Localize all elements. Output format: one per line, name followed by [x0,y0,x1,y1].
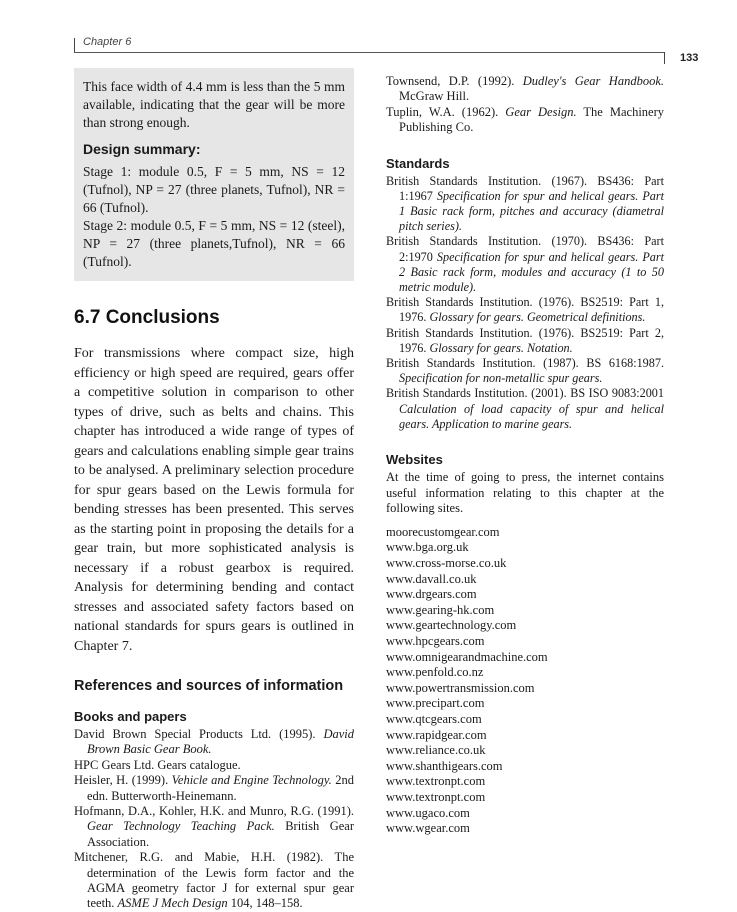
reference-item [74,850,354,912]
conclusions-text: For transmissions where compact size, high efficiency or high speed are required, gears offer a competitive solution in comparison to other types of drive, such as belts and chains. This chapter has introduced a wide range of types of gears and calculations enabling simple gear trains to be analysed. A preliminary selection procedure for spur gears based on the Lewis formula for bending stresses has been presented. This serves as the starting point in proposing the details for a gear train, but more sophisticated analysis is necessary if a robust gearbox is required. Analysis for determining bending and contact stresses and associated safety factors based on national standards for spurs gears is outlined in Chapter 7. [74,346,354,654]
ref-title: Calculation of load capacity of spur and helical gears. Application to marine gears. [399,401,664,431]
books-list-continued [386,74,664,136]
header-rule-right [664,52,665,64]
stage-2-summary: Stage 2: module 0.5, F = 5 mm, NS = 12 (steel), NP = 27 (three planets,Tufnol), NR = 66 (Tufnol). [83,218,345,269]
right-column [386,74,664,837]
website-item: www.powertransmission.com [386,680,535,695]
books-list [74,727,354,912]
website-item: www.qtcgears.com [386,711,482,726]
standard-item [386,234,664,295]
standard-item [386,356,664,386]
ref-text: British Standards Institution. (1987). BS 6168:1987. [386,356,664,371]
standard-item [386,386,664,432]
conclusions-title: 6.7 Conclusions [74,307,220,328]
books-heading: Books and papers [74,709,187,724]
standard-item [386,326,664,356]
reference-item [74,804,354,850]
summary-intro: This face width of 4.4 mm is less than the 5 mm available, indicating that the gear will be more than strong enough. [83,79,345,130]
standards-heading: Standards [386,155,450,171]
ref-title: Gear Technology Teaching Pack. [87,819,275,834]
ref-text: Townsend, D.P. (1992). [386,74,523,88]
left-column [74,68,354,912]
reference-item [74,773,354,804]
website-item: www.rapidgear.com [386,727,487,742]
ref-tail: The Machinery Publishing Co. [399,104,665,135]
website-item: www.precipart.com [386,696,485,711]
design-summary-box [74,68,354,281]
website-item: www.bga.org.uk [386,540,469,555]
standard-item [386,174,664,235]
websites-intro: At the time of going to press, the internet contains useful information relating to this chapter at the following sites. [386,470,664,516]
ref-tail: McGraw Hill. [399,89,470,104]
ref-text: Tuplin, W.A. (1962). [386,104,506,119]
ref-text: British Standards Institution. (1976). BS2519: Part 1, 1976. [386,295,664,325]
header-rule-left [74,38,75,52]
header-rule [74,52,665,53]
references-title: References and sources of information [74,678,344,694]
ref-title: Specification for non-metallic spur gears. [399,371,603,386]
websites-list [386,525,664,837]
websites-heading: Websites [386,452,443,468]
ref-tail: British Gear Association. [87,819,355,849]
ref-title: Specification for spur and helical gears. Part 1 Basic rack form, pitches and accuracy (diametral pitch series). [399,188,664,234]
ref-title: Glossary for gears. Notation. [429,340,573,355]
ref-title: ASME J Mech Design [117,896,228,911]
ref-text: British Standards Institution. (2001). BS ISO 9083:2001 [386,386,664,401]
standards-list [386,174,664,432]
reference-item [386,105,664,136]
ref-title: Specification for spur and helical gears. Part 2 Basic rack form, modules and accuracy (1 to 50 metric module). [399,249,664,295]
website-item: www.drgears.com [386,587,477,602]
ref-title: David Brown Basic Gear Book. [87,727,354,757]
reference-item [386,74,664,105]
website-item: www.shanthigears.com [386,758,503,773]
ref-text: British Standards Institution. (1976). BS2519: Part 2, 1976. [386,325,664,355]
website-item: www.davall.co.uk [386,571,477,586]
ref-text: British Standards Institution. (1967). BS436: Part 1:1967 [386,173,664,203]
ref-title: Glossary for gears. Geometrical definitions. [429,310,646,325]
ref-title: Dudley's Gear Handbook. [522,74,664,88]
design-summary-heading: Design summary: [83,141,201,157]
website-item: moorecustomgear.com [386,524,500,539]
ref-text: Mitchener, R.G. and Mabie, H.H. (1982). The determination of the Lewis form factor and the AGMA geometry factor J for external spur gear teeth. [74,850,354,911]
website-item: www.wgear.com [386,821,470,836]
ref-title: Vehicle and Engine Technology. [171,773,332,788]
standard-item [386,295,664,325]
website-item: www.hpcgears.com [386,634,485,649]
ref-title: Gear Design. [505,104,577,119]
website-item: www.textronpt.com [386,789,486,804]
website-item: www.penfold.co.nz [386,665,484,680]
page-number: 133 [680,52,699,64]
ref-text: Heisler, H. (1999). [74,773,172,788]
website-item: www.gearing-hk.com [386,602,495,617]
ref-tail: 2nd edn. Butterworth-Heinemann. [87,773,354,803]
stage-1-summary: Stage 1: module 0.5, F = 5 mm, NS = 12 (Tufnol), NP = 27 (three planets, Tufnol), NR = 66 (Tufnol). [83,164,345,215]
reference-item [74,727,354,758]
ref-tail: 104, 148–158. [227,896,303,911]
ref-text: David Brown Special Products Ltd. (1995). [74,727,324,741]
chapter-label: Chapter 6 [83,36,132,48]
ref-text: Hofmann, D.A., Kohler, H.K. and Munro, R.G. (1991). [74,804,354,819]
reference-item [74,758,354,773]
website-item: www.reliance.co.uk [386,743,486,758]
ref-text: HPC Gears Ltd. Gears catalogue. [74,757,241,772]
website-item: www.textronpt.com [386,774,486,789]
ref-text: British Standards Institution. (1970). BS436: Part 2:1970 [386,234,664,264]
website-item: www.ugaco.com [386,805,470,820]
website-item: www.geartechnology.com [386,618,517,633]
website-item: www.cross-morse.co.uk [386,556,507,571]
website-item: www.omnigearandmachine.com [386,649,548,664]
